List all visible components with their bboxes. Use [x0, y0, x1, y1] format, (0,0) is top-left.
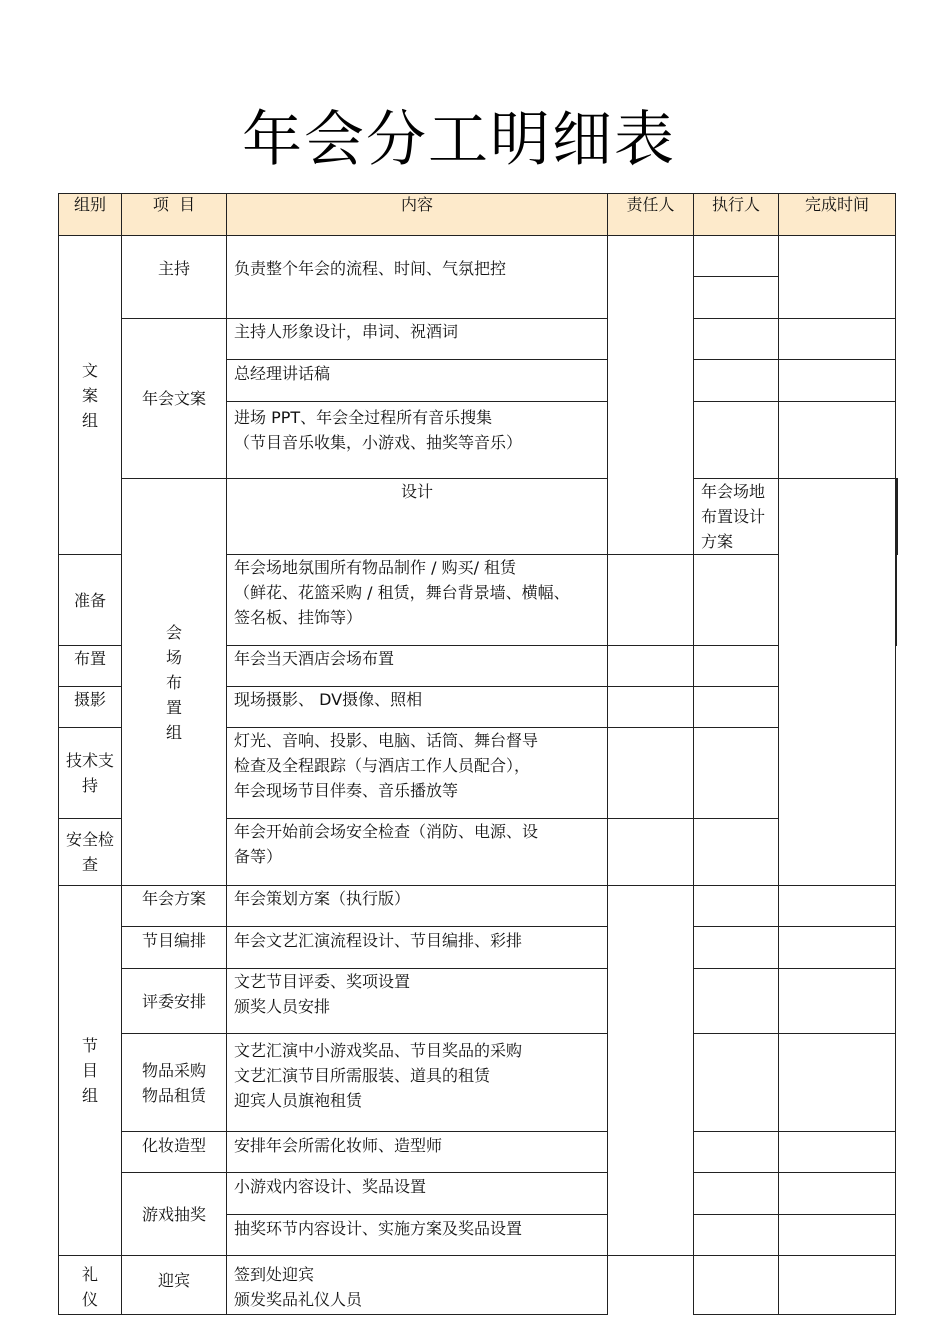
content-welcome [227, 1256, 608, 1315]
item-judge: 评委安排 [122, 969, 227, 1034]
deadline-cell[interactable] [779, 360, 896, 402]
header-content: 内容 [227, 194, 608, 236]
content-line: 迎宾人员旗袍租赁 [234, 1091, 363, 1110]
content-line: 年会文艺汇演流程设计、节目编排、彩排 [234, 931, 523, 950]
content-line: 安排年会所需化妆师、造型师 [234, 1136, 443, 1155]
deadline-cell[interactable] [779, 1215, 896, 1256]
executor-cell[interactable] [694, 360, 779, 402]
owner-cell[interactable] [608, 1256, 694, 1315]
owner-cell[interactable] [608, 236, 694, 555]
content-purchase [227, 1034, 608, 1132]
content-line: 年会开始前会场安全检查（消防、电源、设 [234, 822, 539, 841]
deadline-cell[interactable] [694, 819, 779, 886]
owner-cell[interactable] [608, 886, 694, 1256]
content-line: 年会策划方案（执行版） [234, 889, 411, 908]
table-row [59, 1132, 898, 1173]
header-deadline: 完成时间 [779, 194, 896, 236]
content-line: （鲜花、花篮采购 / 租赁，舞台背景墙、横幅、 [234, 583, 570, 602]
item-host: 主持 [122, 236, 227, 319]
header-owner: 责任人 [608, 194, 694, 236]
deadline-cell[interactable] [694, 687, 779, 728]
executor-cell[interactable] [694, 277, 779, 319]
content-arrange [227, 927, 608, 969]
content-game-1 [227, 1173, 608, 1215]
item-photo: 摄影 [59, 687, 122, 728]
content-line: 文艺汇演节目所需服装、道具的租赁 [234, 1066, 491, 1085]
deadline-cell[interactable] [779, 886, 896, 927]
deadline-cell[interactable] [779, 402, 896, 479]
executor-cell[interactable] [694, 319, 779, 360]
content-copy-2 [227, 360, 608, 402]
page-title: 年会分工明细表 [242, 105, 676, 175]
content-safety [227, 819, 608, 886]
executor-cell[interactable] [694, 886, 779, 927]
content-layout [227, 646, 608, 687]
content-line: 备等） [234, 847, 283, 866]
item-welcome: 迎宾 [122, 1256, 227, 1315]
table-row [59, 1256, 898, 1315]
deadline-cell[interactable] [694, 646, 779, 687]
content-copy-3 [227, 402, 608, 479]
group-program: 节 目 组 [59, 886, 122, 1256]
executor-cell[interactable] [694, 236, 779, 277]
owner-cell[interactable] [779, 479, 896, 886]
deadline-cell[interactable] [779, 1132, 896, 1173]
executor-cell[interactable] [694, 1034, 779, 1132]
content-prepare [227, 555, 608, 646]
content-judge [227, 969, 608, 1034]
deadline-cell[interactable] [779, 969, 896, 1034]
content-line: 主持人形象设计，串词、祝酒词 [234, 322, 459, 341]
executor-cell[interactable] [694, 1215, 779, 1256]
deadline-cell[interactable] [779, 319, 896, 360]
table-row [59, 1034, 898, 1132]
deadline-cell[interactable] [779, 236, 896, 319]
group-copy: 文 案 组 [59, 236, 122, 555]
table-row [59, 479, 898, 555]
content-line: 进场 PPT、年会全过程所有音乐搜集 [234, 408, 493, 427]
item-design: 设计 [227, 479, 608, 555]
content-line: 年会当天酒店会场布置 [234, 649, 395, 668]
content-makeup [227, 1132, 608, 1173]
item-purchase: 物品采购 物品租赁 [122, 1034, 227, 1132]
executor-cell[interactable] [694, 969, 779, 1034]
executor-cell[interactable] [694, 1173, 779, 1215]
item-game: 游戏抽奖 [122, 1173, 227, 1256]
content-line: 年会现场节目伴奏、音乐播放等 [234, 781, 459, 800]
deadline-cell[interactable] [779, 927, 896, 969]
content-host [227, 236, 608, 319]
content-copy-1 [227, 319, 608, 360]
content-line: 文艺汇演中小游戏奖品、节目奖品的采购 [234, 1041, 523, 1060]
executor-cell[interactable] [694, 927, 779, 969]
executor-cell[interactable] [608, 819, 694, 886]
group-venue: 会 场 布 置 组 [122, 479, 227, 886]
content-line: （节目音乐收集，小游戏、抽奖等音乐） [234, 433, 523, 452]
table-row [59, 319, 898, 360]
item-prepare: 准备 [59, 555, 122, 646]
table-row [59, 927, 898, 969]
content-line: 现场摄影、 DV摄像、照相 [234, 690, 423, 709]
content-line: 总经理讲话稿 [234, 364, 331, 383]
deadline-cell[interactable] [779, 1256, 896, 1315]
executor-cell[interactable] [694, 402, 779, 479]
deadline-cell[interactable] [897, 479, 898, 555]
content-line: 小游戏内容设计、奖品设置 [234, 1177, 427, 1196]
division-of-labor-table [58, 193, 898, 1315]
header-executor: 执行人 [694, 194, 779, 236]
executor-cell[interactable] [608, 646, 694, 687]
content-photo [227, 687, 608, 728]
content-tech [227, 728, 608, 819]
header-group: 组别 [59, 194, 122, 236]
table-row [59, 969, 898, 1034]
content-line: 文艺节目评委、奖项设置 [234, 972, 411, 991]
content-design [694, 479, 779, 555]
content-line: 负责整个年会的流程、时间、气氛把控 [234, 259, 507, 278]
item-copywriting: 年会文案 [122, 319, 227, 479]
item-arrange: 节目编排 [122, 927, 227, 969]
item-layout: 布置 [59, 646, 122, 687]
header-item: 项 目 [122, 194, 227, 236]
deadline-cell[interactable] [779, 1173, 896, 1215]
table-row [59, 236, 898, 277]
content-line: 颁奖人员安排 [234, 997, 331, 1016]
content-line: 年会场地氛围所有物品制作 / 购买/ 租赁 [234, 558, 517, 577]
content-plan [227, 886, 608, 927]
item-plan: 年会方案 [122, 886, 227, 927]
table-header-row [59, 194, 898, 236]
content-line: 检查及全程跟踪（与酒店工作人员配合）， [234, 756, 531, 775]
content-line: 签名板、挂饰等） [234, 608, 363, 627]
executor-cell[interactable] [608, 687, 694, 728]
deadline-cell[interactable] [694, 728, 779, 819]
executor-cell[interactable] [694, 1256, 779, 1315]
executor-cell[interactable] [608, 728, 694, 819]
content-line: 签到处迎宾 [234, 1265, 315, 1284]
content-line: 灯光、音响、投影、电脑、话筒、舞台督导 [234, 731, 539, 750]
table-row [59, 886, 898, 927]
content-game-2 [227, 1215, 608, 1256]
item-safety: 安全检查 [59, 819, 122, 886]
item-tech: 技术支持 [59, 728, 122, 819]
content-line: 颁发奖品礼仪人员 [234, 1290, 363, 1309]
content-line: 年会场地布置设计方案 [701, 482, 766, 551]
deadline-cell[interactable] [779, 1034, 896, 1132]
executor-cell[interactable] [694, 1132, 779, 1173]
group-etiquette: 礼 仪 [59, 1256, 122, 1315]
item-makeup: 化妆造型 [122, 1132, 227, 1173]
table-row [59, 1173, 898, 1215]
deadline-cell[interactable] [608, 555, 694, 646]
content-line: 抽奖环节内容设计、实施方案及奖品设置 [234, 1219, 523, 1238]
